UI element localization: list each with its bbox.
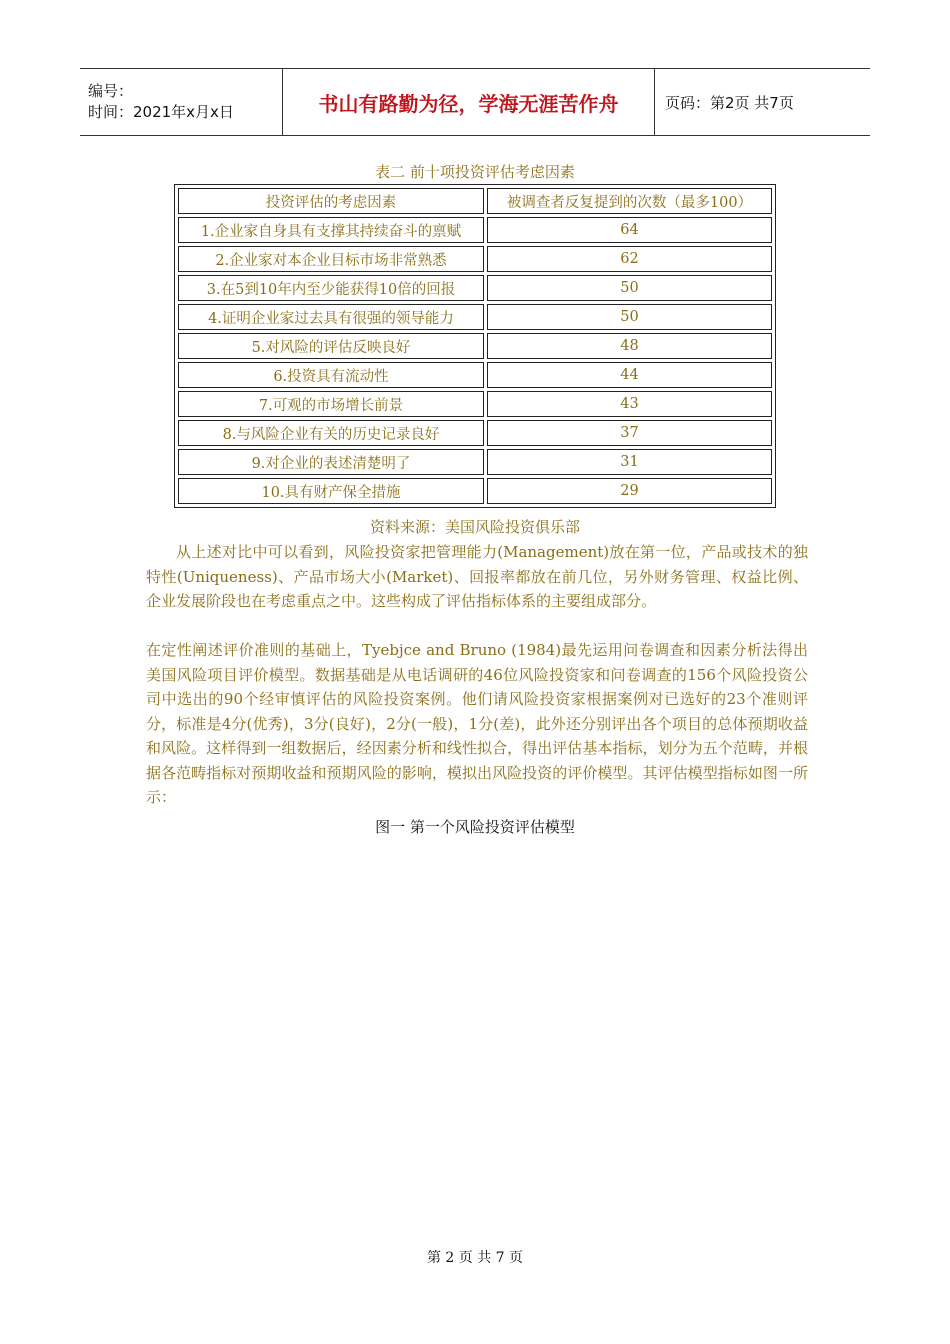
factor-cell: 9.对企业的表述清楚明了 [178, 449, 484, 475]
count-cell: 64 [487, 217, 772, 243]
factor-cell: 3.在5到10年内至少能获得10倍的回报 [178, 275, 484, 301]
figure-caption: 图一 第一个风险投资评估模型 [375, 818, 575, 836]
count-cell: 62 [487, 246, 772, 272]
count-cell: 29 [487, 478, 772, 504]
table-row [178, 246, 772, 272]
header-motto: 书山有路勤为径，学海无涯苦作舟 [282, 69, 655, 135]
factor-cell: 7.可观的市场增长前景 [178, 391, 484, 417]
count-cell: 43 [487, 391, 772, 417]
body-paragraph: 从上述对比中可以看到，风险投资家把管理能力(Management)放在第一位，产品或技术的独特性(Uniqueness)、产品市场大小(Market)、回报率都放在前几位，另外财务管理、权益比例、企业发展阶段也在考虑重点之中。这些构成了评估指标体系的主要组成部分。 [146, 543, 808, 610]
count-cell: 50 [487, 304, 772, 330]
document-date-label: 时间：2021年x月x日 [88, 103, 234, 121]
table-caption: 表二 前十项投资评估考虑因素 [375, 163, 575, 181]
table-row [178, 362, 772, 388]
count-cell: 37 [487, 420, 772, 446]
table-source: 资料来源：美国风险投资俱乐部 [369, 518, 580, 536]
factor-cell: 2.企业家对本企业目标市场非常熟悉 [178, 246, 484, 272]
document-number-label: 编号： [88, 82, 134, 100]
table-row [178, 449, 772, 475]
table-row [178, 217, 772, 243]
table-row [178, 420, 772, 446]
factor-cell: 6.投资具有流动性 [178, 362, 484, 388]
factor-cell: 4.证明企业家过去具有很强的领导能力 [178, 304, 484, 330]
column-header-factor: 投资评估的考虑因素 [178, 188, 484, 214]
factors-table [174, 184, 776, 508]
header-page-number: 页码：第2页 共7页 [665, 93, 794, 112]
table-row [178, 391, 772, 417]
page-footer: 第 2 页 共 7 页 [426, 1250, 524, 1266]
factor-cell: 10.具有财产保全措施 [178, 478, 484, 504]
table-header-row [178, 188, 772, 214]
count-cell: 31 [487, 449, 772, 475]
table-row [178, 275, 772, 301]
factor-cell: 5.对风险的评估反映良好 [178, 333, 484, 359]
count-cell: 48 [487, 333, 772, 359]
count-cell: 50 [487, 275, 772, 301]
page-header [80, 68, 870, 136]
factor-cell: 1.企业家自身具有支撑其持续奋斗的禀赋 [178, 217, 484, 243]
factor-cell: 8.与风险企业有关的历史记录良好 [178, 420, 484, 446]
count-cell: 44 [487, 362, 772, 388]
table-row [178, 333, 772, 359]
header-meta [80, 69, 282, 135]
body-paragraph: 在定性阐述评价准则的基础上，Tyebjce and Bruno (1984)最先运用问卷调查和因素分析法得出美国风险项目评价模型。数据基础是从电话调研的46位风险投资家和问卷调查的156个风险投资公司中选出的90个经审慎评估的风险投资案例。他们请风险投资家根据案例对已选好的23个准则评分，标准是4分(优秀)，3分(良好)，2分(一般)，1分(差)，此外还分别评出各个项目的总体预期收益和风险。这样得到一组数据后，经因素分析和线性拟合，得出评估基本指标，划分为五个范畴，并根据各范畴指标对预期收益和预期风险的影响，模拟出风险投资的评价模型。其评估模型指标如图一所示： [146, 641, 808, 806]
table-row [178, 478, 772, 504]
table-row [178, 304, 772, 330]
column-header-count: 被调查者反复提到的次数（最多100） [487, 188, 772, 214]
